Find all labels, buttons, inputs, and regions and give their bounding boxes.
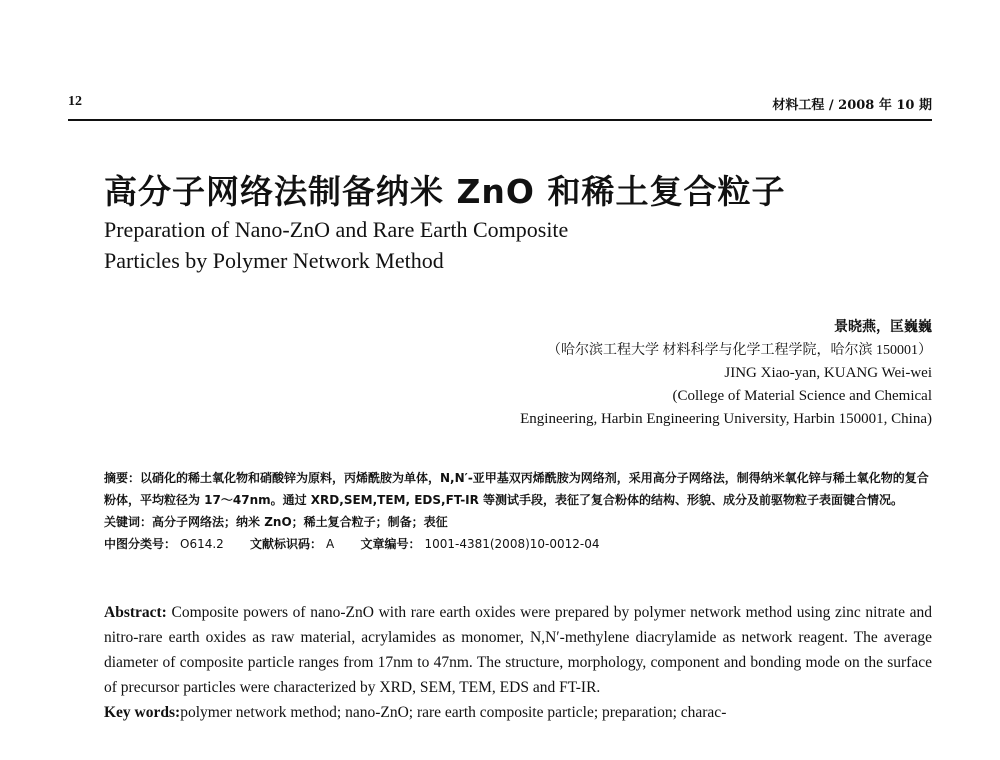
chinese-abstract-label: 摘要： — [104, 471, 141, 485]
running-header — [68, 92, 932, 118]
article-no-value: 1001-4381(2008)10-0012-04 — [424, 537, 600, 551]
clc-label: 中图分类号： — [104, 537, 177, 551]
chinese-keywords — [104, 511, 932, 533]
english-keywords-text: polymer network method; nano-ZnO; rare earth composite particle; preparation; charac- — [180, 704, 727, 721]
chinese-abstract-text: 以硝化的稀土氧化物和硝酸锌为原料，丙烯酰胺为单体，N,N′-亚甲基双丙烯酰胺为网络剂，采用高分子网络法，制得纳米氧化锌与稀土氧化物的复合粉体，平均粒径为 17～47nm。通过 XRD,SEM,TEM, EDS,FT-IR 等测试手段，表征了复合粉体的结构、形貌、成分及前驱物粒子表面键合情况。 — [104, 471, 929, 507]
english-affiliation-line-1: (College of Material Science and Chemical — [672, 388, 932, 404]
clc-value: O614.2 — [180, 537, 224, 551]
english-authors: JING Xiao-yan, KUANG Wei-wei — [724, 365, 932, 381]
english-affiliation-line-2: Engineering, Harbin Engineering University, Harbin 150001, China) — [520, 411, 932, 427]
doc-code-value: A — [326, 537, 335, 551]
authors-block — [520, 316, 932, 431]
english-title — [104, 214, 568, 276]
header-rule — [68, 119, 932, 121]
english-keywords-label: Key words: — [104, 704, 181, 721]
english-abstract-text: Composite powers of nano-ZnO with rare earth oxides were prepared by polymer network method using zinc nitrate and nitro-rare earth oxides as raw material, acrylamides as monomer, N,N′-methylene diacrylamide as network reagent. The average diameter of composite particle ranges from 17nm to 47nm. The structure, morphology, component and bonding mode on the surface of precursor particles were characterized by XRD, SEM, TEM, EDS and FT-IR. — [104, 604, 933, 696]
english-title-line-2: Particles by Polymer Network Method — [104, 248, 444, 273]
english-abstract-label: Abstract: — [104, 604, 167, 621]
english-keywords — [104, 700, 932, 725]
chinese-affiliation: （哈尔滨工程大学 材料科学与化学工程学院，哈尔滨 150001） — [547, 343, 932, 358]
chinese-keywords-label: 关键词： — [104, 515, 153, 529]
article-no-label: 文章编号： — [360, 537, 421, 551]
page-number: 12 — [68, 94, 82, 109]
doc-code-label: 文献标识码： — [250, 537, 323, 551]
chinese-authors: 景晓燕，匡巍巍 — [834, 320, 932, 335]
chinese-keywords-text: 高分子网络法；纳米 ZnO；稀土复合粒子；制备；表征 — [152, 515, 448, 529]
chinese-title: 高分子网络法制备纳米 ZnO 和稀土复合粒子 — [104, 172, 786, 211]
chinese-abstract — [104, 467, 932, 555]
chinese-abstract-paragraph — [104, 467, 932, 511]
english-abstract — [104, 600, 932, 725]
english-title-line-1: Preparation of Nano-ZnO and Rare Earth Composite — [104, 217, 569, 242]
english-abstract-paragraph — [104, 600, 932, 700]
journal-info: 材料工程 / 2008 年 10 期 — [772, 98, 932, 113]
classification-row — [104, 533, 932, 555]
